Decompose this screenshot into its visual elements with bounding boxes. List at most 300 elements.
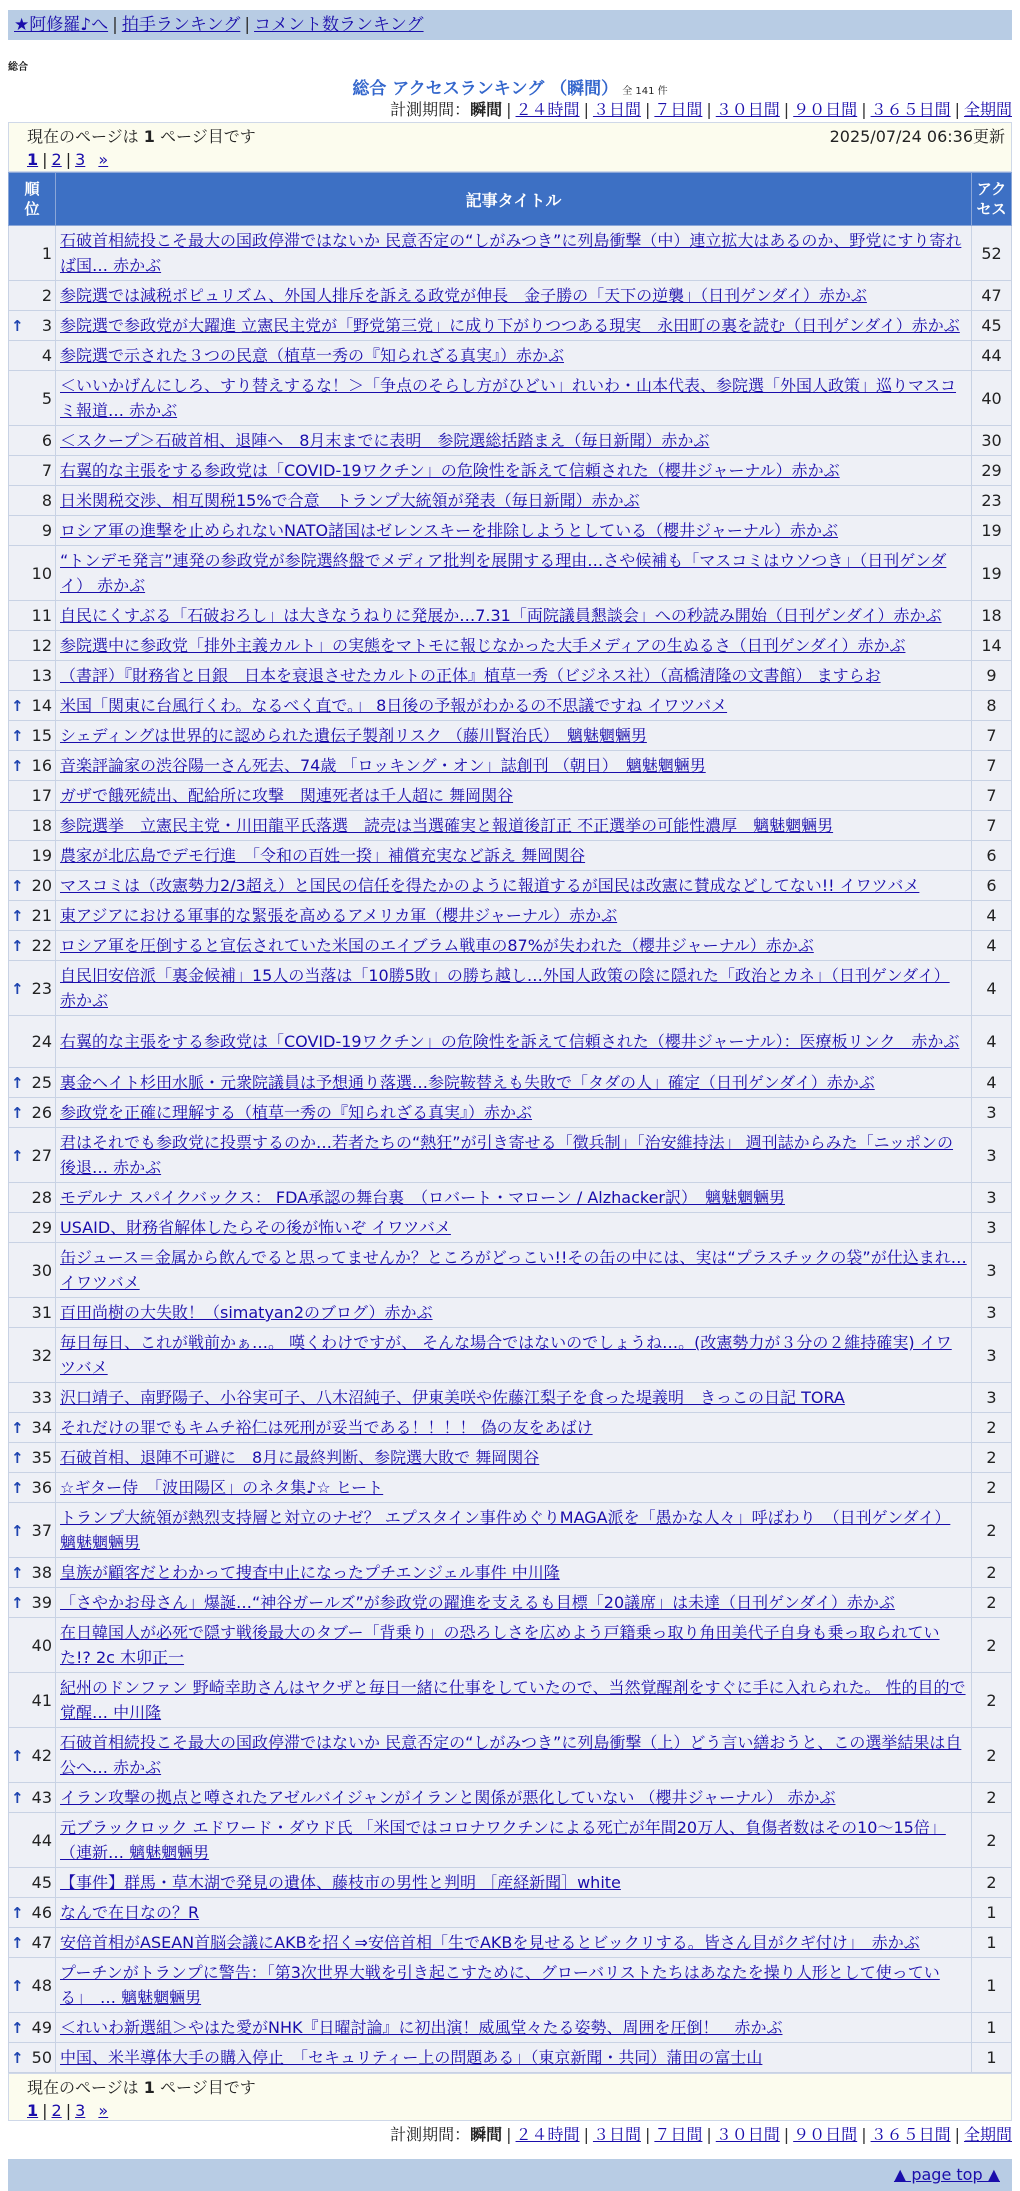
access-count: 4 [972,901,1012,931]
article-title-cell [56,601,972,631]
table-row [9,781,1012,811]
article-title-cell [56,2013,972,2043]
period-7d[interactable]: ７日間 [654,100,703,119]
item-count: 全 141 件 [622,86,668,97]
article-title-link[interactable]: 中国、米半導体大手の購入停止 「セキュリティー上の問題ある」（東京新聞・共同）蒲田の富士山 [60,2048,763,2067]
rank-change-cell [9,486,23,516]
article-title-cell [56,546,972,601]
access-count: 3 [972,1383,1012,1413]
home-link[interactable]: ★阿修羅♪へ [14,15,109,35]
page-link-2-bottom[interactable]: 2 [51,2101,62,2120]
rank-change-cell [9,1558,23,1588]
rank-number: 31 [23,1298,56,1328]
article-title-cell [56,751,972,781]
rank-change-cell [9,1016,23,1068]
rank-number: 43 [23,1783,56,1813]
article-title-cell [56,1783,972,1813]
period-label: 計測期間： [390,100,471,119]
table-row [9,871,1012,901]
article-title-link[interactable]: 音楽評論家の渋谷陽一さん死去、74歳 「ロッキング・オン」誌創刊 （朝日） 魑魅魍魎男 [60,756,706,775]
rank-change-cell [9,691,23,721]
period-all-bottom[interactable]: 全期間 [963,2125,1012,2144]
table-row [9,486,1012,516]
rank-change-cell [9,631,23,661]
rank-up-arrow-icon: ↑ [11,1521,24,1540]
rank-change-cell [9,1183,23,1213]
table-row [9,1383,1012,1413]
rank-change-cell [9,781,23,811]
rank-number: 12 [23,631,56,661]
rank-up-arrow-icon: ↑ [11,1789,24,1807]
period-30d[interactable]: ３０日間 [715,100,780,119]
rank-up-arrow-icon: ↑ [11,1479,24,1497]
article-title-cell [56,516,972,546]
table-row [9,721,1012,751]
article-title-cell [56,486,972,516]
article-title-cell [56,1588,972,1618]
rank-change-cell [9,1928,23,1958]
ranking-table [8,172,1012,2073]
access-count: 30 [972,426,1012,456]
access-count: 18 [972,601,1012,631]
article-title-link[interactable]: ロシア軍を圧倒すると宣伝されていた米国のエイブラム戦車の87%が失われた（櫻井ジャーナル）赤かぶ [60,936,814,955]
access-count: 6 [972,871,1012,901]
access-count: 3 [972,1243,1012,1298]
rank-up-arrow-icon: ↑ [11,1746,24,1765]
period-90d[interactable]: ９０日間 [793,100,858,119]
period-90d-bottom[interactable]: ９０日間 [793,2125,858,2144]
rank-up-arrow-icon: ↑ [11,1904,24,1922]
article-title-link[interactable]: ロシア軍の進撃を止められないNATO諸国はゼレンスキーを排除しようとしている（櫻井ジャーナル）赤かぶ [60,521,839,540]
article-title-link[interactable]: 百田尚樹の大失敗！（simatyan2のブログ）赤かぶ [60,1303,433,1322]
rank-number: 34 [23,1413,56,1443]
rank-change-cell [9,1868,23,1898]
access-count: 7 [972,811,1012,841]
rank-change-cell [9,931,23,961]
table-row [9,426,1012,456]
access-count: 1 [972,1958,1012,2013]
article-title-cell [56,721,972,751]
article-title-link[interactable]: 参院選挙 立憲民主党・川田龍平氏落選 読売は当選確実と報道後訂正 不正選挙の可能性濃厚 魑魅魍魎男 [60,816,834,835]
rank-number: 20 [23,871,56,901]
article-title-link[interactable]: マスコミは（改憲勢力2/3超え）と国民の信任を得たかのように報道するが国民は改憲に賛成などしてない!! イワツバメ [60,876,920,895]
rank-number: 1 [23,226,56,281]
access-count: 8 [972,691,1012,721]
article-title-cell [56,1328,972,1383]
table-row [9,751,1012,781]
rank-change-cell [9,1898,23,1928]
rank-number: 35 [23,1443,56,1473]
rank-change-cell [9,811,23,841]
table-row [9,1473,1012,1503]
article-title-link[interactable]: 右翼的な主張をする参政党は「COVID-19ワクチン」の危険性を訴えて信頼された（櫻井ジャーナル）赤かぶ [60,461,840,480]
article-title-cell [56,661,972,691]
article-title-cell [56,1928,972,1958]
article-title-link[interactable]: 元ブラックロック エドワード・ダウド氏 「米国ではコロナワクチンによる死亡が年間20万人、負傷者数はその10～15倍」（連新… 魑魅魍魎男 [60,1818,946,1862]
rank-number: 32 [23,1328,56,1383]
rank-change-cell [9,2043,23,2073]
rank-up-arrow-icon: ↑ [11,1419,24,1437]
header-title: 記事タイトル [56,173,972,226]
rank-number: 24 [23,1016,56,1068]
rank-up-arrow-icon: ↑ [11,1564,24,1582]
access-count: 52 [972,226,1012,281]
access-count: 40 [972,371,1012,426]
table-row [9,1443,1012,1473]
rank-up-arrow-icon: ↑ [11,877,24,895]
table-row [9,371,1012,426]
period-365d[interactable]: ３６５日間 [870,100,951,119]
rank-change-cell [9,371,23,426]
article-title-link[interactable]: シェディングは世界的に認められた遺伝子製剤リスク （藤川賢治氏） 魑魅魍魎男 [60,726,647,745]
rank-number: 40 [23,1618,56,1673]
article-title-link[interactable]: USAID、財務省解体したらその後が怖いぞ イワツバメ [60,1218,451,1237]
rank-change-cell [9,601,23,631]
table-row [9,1618,1012,1673]
rank-change-cell [9,1098,23,1128]
page-top-link[interactable]: ▲ page top ▲ [893,2165,1000,2184]
table-row [9,1328,1012,1383]
article-title-cell [56,1213,972,1243]
access-count: 19 [972,546,1012,601]
access-count: 1 [972,1928,1012,1958]
updated-timestamp: 2025/07/24 06:36更新 [829,127,1005,146]
rank-number: 26 [23,1098,56,1128]
article-title-cell [56,226,972,281]
access-count: 1 [972,2013,1012,2043]
table-row [9,311,1012,341]
rank-change-cell [9,751,23,781]
rank-up-arrow-icon: ↑ [11,907,24,925]
rank-change-cell [9,1413,23,1443]
access-count: 3 [972,1183,1012,1213]
article-title-link[interactable]: 石破首相続投こそ最大の国政停滞ではないか 民意否定の“しがみつき”に列島衝撃（上）どう言い繕おうと、この選挙結果は自公へ… 赤かぶ [60,1733,962,1777]
table-row [9,281,1012,311]
rank-change-cell [9,1958,23,2013]
article-title-link[interactable]: プーチンがトランプに警告：「第3次世界大戦を引き起こすために、グローバリストたちはあなたを操り人形として使っている」 … 魑魅魍魎男 [60,1963,940,2007]
article-title-cell [56,781,972,811]
table-row [9,1098,1012,1128]
article-title-link[interactable]: 沢口靖子、南野陽子、小谷実可子、八木沼純子、伊東美咲や佐藤江梨子を食った堤義明 きっこの日記 TORA [60,1388,845,1407]
category-label: 総合 [8,62,28,73]
period-3d-bottom[interactable]: ３日間 [592,2125,641,2144]
rank-number: 46 [23,1898,56,1928]
article-title-link[interactable]: 自民にくすぶる「石破おろし」は大きなうねりに発展か…7.31「両院議員懇談会」への秒読み開始（日刊ゲンダイ）赤かぶ [60,606,942,625]
access-count: 45 [972,311,1012,341]
rank-up-arrow-icon: ↑ [11,1594,24,1612]
rank-number: 6 [23,426,56,456]
rank-change-cell [9,1503,23,1558]
table-row [9,341,1012,371]
page-title-row [8,74,1012,98]
rank-number: 47 [23,1928,56,1958]
article-title-cell [56,1673,972,1728]
article-title-link[interactable]: 紀州のドンファン 野崎幸助さんはヤクザと毎日一緒に仕事をしていたので、当然覚醒剤をすぐに手に入れられた。 性的目的で覚醒… 中川隆 [60,1678,966,1722]
article-title-link[interactable]: 缶ジュース＝金属から飲んでると思ってませんか？ところがどっこい!!その缶の中には、実は“プラスチックの袋”が仕込まれ… イワツバメ [60,1248,967,1292]
page-link-1[interactable]: 1 [27,150,39,169]
article-title-cell [56,841,972,871]
article-title-cell [56,961,972,1016]
article-title-cell [56,871,972,901]
period-24h[interactable]: ２４時間 [515,100,580,119]
table-row [9,1128,1012,1183]
rank-change-cell [9,1298,23,1328]
article-title-link[interactable]: 安倍首相がASEAN首脳会議にAKBを招く⇒安倍首相「生でAKBを見せるとビックリする。皆さん目がクギ付け」 赤かぶ [60,1933,920,1952]
rank-change-cell [9,341,23,371]
rank-number: 3 [23,311,56,341]
article-title-link[interactable]: 東アジアにおける軍事的な緊張を高めるアメリカ軍（櫻井ジャーナル）赤かぶ [60,906,618,925]
rank-up-arrow-icon: ↑ [11,1074,24,1092]
article-title-cell [56,1298,972,1328]
article-title-link[interactable]: ＜いいかげんにしろ、すり替えするな！＞「争点のそらし方がひどい」れいわ・山本代表、参院選「外国人政策」巡りマスコミ報道… 赤かぶ [60,376,957,420]
rank-change-cell [9,1673,23,1728]
table-row [9,546,1012,601]
article-title-link[interactable]: トランプ大統領が熱烈支持層と対立のナゼ？ エプスタイン事件めぐりMAGA派を「愚かな人々」呼ばわり （日刊ゲンダイ） 魑魅魍魎男 [60,1508,951,1552]
access-count: 19 [972,516,1012,546]
article-title-link[interactable]: 参院選で参政党が大躍進 立憲民主党が「野党第三党」に成り下がりつつある現実 永田町の裏を読む（日刊ゲンダイ）赤かぶ [60,316,960,335]
rank-number: 14 [23,691,56,721]
rank-up-arrow-icon: ↑ [11,727,24,745]
rank-number: 25 [23,1068,56,1098]
table-row [9,2013,1012,2043]
rank-number: 13 [23,661,56,691]
page-next[interactable]: » [98,150,109,169]
page-link-2[interactable]: 2 [51,150,62,169]
rank-change-cell [9,661,23,691]
rank-change-cell [9,1213,23,1243]
rank-number: 10 [23,546,56,601]
article-title-cell [56,1068,972,1098]
access-count: 3 [972,1128,1012,1183]
rank-number: 27 [23,1128,56,1183]
rank-change-cell [9,961,23,1016]
rank-number: 42 [23,1728,56,1783]
rank-change-cell [9,1128,23,1183]
period-3d[interactable]: ３日間 [592,100,641,119]
article-title-link[interactable]: 米国「関東に台風行くわ。なるべく直で。」 8日後の予報がわかるの不思議ですね イワツバメ [60,696,728,715]
rank-change-cell [9,871,23,901]
access-count: 4 [972,931,1012,961]
footer-pagetop-bar [8,2159,1012,2191]
article-title-link[interactable]: 右翼的な主張をする参政党は「COVID-19ワクチン」の危険性を訴えて信頼された（櫻井ジャーナル）：医療板リンク 赤かぶ [60,1032,960,1051]
access-count: 9 [972,661,1012,691]
period-all[interactable]: 全期間 [963,100,1012,119]
rank-number: 36 [23,1473,56,1503]
rank-number: 38 [23,1558,56,1588]
table-row [9,1213,1012,1243]
rank-change-cell [9,516,23,546]
rank-number: 2 [23,281,56,311]
access-count: 3 [972,1213,1012,1243]
table-row [9,516,1012,546]
table-row [9,1728,1012,1783]
rank-change-cell [9,1813,23,1868]
article-title-link[interactable]: 石破首相続投こそ最大の国政停滞ではないか 民意否定の“しがみつき”に列島衝撃（中）連立拡大はあるのか、野党にすり寄れば国… 赤かぶ [60,231,962,275]
rank-number: 11 [23,601,56,631]
article-title-cell [56,1243,972,1298]
table-row [9,1558,1012,1588]
article-title-cell [56,811,972,841]
access-count: 2 [972,1443,1012,1473]
page-title: 総合 アクセスランキング （瞬間） [352,79,619,99]
article-title-link[interactable]: （書評）『財務省と日銀 日本を衰退させたカルトの正体』植草一秀（ビジネス社）（高橋清隆の文書館） ますらお [60,666,881,685]
table-row [9,1298,1012,1328]
rank-change-cell [9,901,23,931]
rank-number: 7 [23,456,56,486]
rank-up-arrow-icon: ↑ [11,757,24,775]
table-row [9,661,1012,691]
table-row [9,1928,1012,1958]
access-count: 2 [972,1813,1012,1868]
article-title-cell [56,931,972,961]
article-title-cell [56,2043,972,2073]
period-24h-bottom[interactable]: ２４時間 [515,2125,580,2144]
article-title-link[interactable]: ＜れいわ新選組＞やはた愛がNHK『日曜討論』に初出演！威風堂々たる姿勢、周囲を圧倒！ 赤かぶ [60,2018,783,2037]
top-nav: ★阿修羅♪へ | 拍手ランキング | コメント数ランキング [8,10,1012,40]
rank-number: 50 [23,2043,56,2073]
rank-up-arrow-icon: ↑ [11,2049,24,2067]
page-link-3[interactable]: 3 [75,150,86,169]
article-title-cell [56,371,972,426]
article-title-link[interactable]: 参院選では減税ポピュリズム、外国人排斥を訴える政党が伸長 金子勝の「天下の逆襲」（日刊ゲンダイ）赤かぶ [60,286,867,305]
rank-up-arrow-icon: ↑ [11,937,24,955]
table-row [9,456,1012,486]
article-title-cell [56,1183,972,1213]
current-page-text-bottom: 現在のページは 1 ページ目です [27,2078,256,2097]
rank-up-arrow-icon: ↑ [11,697,24,715]
article-title-cell [56,901,972,931]
period-30d-bottom[interactable]: ３０日間 [715,2125,780,2144]
article-title-link[interactable]: モデルナ スパイクバックス： FDA承認の舞台裏 （ロバート・マローン / Alzhacker訳） 魑魅魍魎男 [60,1188,786,1207]
rank-number: 41 [23,1673,56,1728]
rank-number: 23 [23,961,56,1016]
article-title-cell [56,311,972,341]
access-count: 2 [972,1868,1012,1898]
access-count: 1 [972,2043,1012,2073]
rank-change-cell [9,546,23,601]
article-title-link[interactable]: 自民旧安倍派「裏金候補」15人の当落は「10勝5敗」の勝ち越し…外国人政策の陰に隠れた「政治とカネ」（日刊ゲンダイ） 赤かぶ [60,966,950,1010]
rank-number: 48 [23,1958,56,2013]
access-count: 44 [972,341,1012,371]
rank-change-cell [9,1443,23,1473]
rank-number: 28 [23,1183,56,1213]
article-title-link[interactable]: それだけの罪でもキムチ裕仁は死刑が妥当である！！！！ 偽の友をあばけ [60,1418,593,1437]
article-title-link[interactable]: 日米関税交渉、相互関税15%で合意 トランプ大統領が発表（毎日新聞）赤かぶ [60,491,640,510]
article-title-link[interactable]: “トンデモ発言”連発の参政党が参院選終盤でメディア批判を展開する理由…さや候補も「マスコミはウソつき」（日刊ゲンダイ） 赤かぶ [60,551,947,595]
access-count: 7 [972,781,1012,811]
table-row [9,1503,1012,1558]
period-7d-bottom[interactable]: ７日間 [654,2125,703,2144]
rank-change-cell [9,841,23,871]
comment-ranking-link[interactable]: コメント数ランキング [254,15,424,35]
table-row [9,1413,1012,1443]
article-title-link[interactable]: 「さやかお母さん」爆誕…“神谷ガールズ”が参政党の躍進を支えるも目標「20議席」は未達（日刊ゲンダイ）赤かぶ [60,1593,895,1612]
article-title-cell [56,1473,972,1503]
page-link-3-bottom[interactable]: 3 [75,2101,86,2120]
article-title-link[interactable]: 参院選中に参政党「排外主義カルト」の実態をマトモに報じなかった大手メディアの生ぬるさ（日刊ゲンダイ）赤かぶ [60,636,906,655]
rank-change-cell [9,426,23,456]
table-row [9,1243,1012,1298]
ranking-body [9,226,1012,2073]
rank-up-arrow-icon: ↑ [11,1934,24,1952]
rank-number: 22 [23,931,56,961]
period-selector-bottom: 計測期間：瞬間 | ２４時間 | ３日間 | ７日間 | ３０日間 | ９０日間 | ３６５日間 | 全期間 [390,2125,1012,2144]
rank-number: 5 [23,371,56,426]
article-title-cell [56,631,972,661]
page-next-bottom[interactable]: » [98,2101,109,2120]
access-count: 2 [972,1413,1012,1443]
article-title-link[interactable]: ☆ギター侍 「波田陽区」のネタ集♪☆ ヒート [60,1478,384,1497]
access-count: 6 [972,841,1012,871]
article-title-link[interactable]: 参院選で示された３つの民意（植草一秀の『知られざる真実』）赤かぶ [60,346,565,365]
article-title-cell [56,1443,972,1473]
rank-number: 9 [23,516,56,546]
table-row [9,841,1012,871]
access-count: 2 [972,1503,1012,1558]
table-row [9,226,1012,281]
table-row [9,811,1012,841]
access-count: 14 [972,631,1012,661]
article-title-link[interactable]: 皇族が顧客だとわかって捜査中止になったプチエンジェル事件 中川隆 [60,1563,560,1582]
rank-number: 4 [23,341,56,371]
article-title-link[interactable]: 【事件】群馬・草木湖で発見の遺体、藤枝市の男性と判明 ［産経新聞］white [60,1873,621,1892]
article-title-link[interactable]: 君はそれでも参政党に投票するのか…若者たちの“熱狂”が引き寄せる「徴兵制」「治安維持法」 週刊誌からみた「ニッポンの後退… 赤かぶ [60,1133,954,1177]
article-title-cell [56,1503,972,1558]
rank-number: 33 [23,1383,56,1413]
rank-number: 29 [23,1213,56,1243]
article-title-link[interactable]: 石破首相、退陣不可避に 8月に最終判断、参院選大敗で 舞岡関谷 [60,1448,540,1467]
table-header [9,173,1012,226]
access-count: 3 [972,1098,1012,1128]
rank-change-cell [9,226,23,281]
rank-number: 17 [23,781,56,811]
article-title-cell [56,1728,972,1783]
rank-up-arrow-icon: ↑ [11,1104,24,1122]
pager-bottom: 現在のページは 1 ページ目です 1 | 2 | 3 » [8,2073,1012,2121]
access-count: 29 [972,456,1012,486]
rank-number: 15 [23,721,56,751]
article-title-link[interactable]: ＜スクープ＞石破首相、退陣へ 8月末までに表明 参院選総括踏まえ（毎日新聞）赤かぶ [60,431,710,450]
article-title-link[interactable]: 裏金ヘイト杉田水脈・元衆院議員は予想通り落選…参院鞍替えも失敗で「タダの人」確定（日刊ゲンダイ）赤かぶ [60,1073,875,1092]
article-title-link[interactable]: 参政党を正確に理解する（植草一秀の『知られざる真実』）赤かぶ [60,1103,533,1122]
article-title-link[interactable]: 在日韓国人が必死で隠す戦後最大のタブー「背乗り」の恐ろしさを広めよう戸籍乗っ取り角田美代子自身も乗っ取られていた!? 2c 木卯正一 [60,1623,940,1667]
article-title-link[interactable]: ガザで餓死続出、配給所に攻撃 関連死者は千人超に 舞岡関谷 [60,786,514,805]
table-row [9,1673,1012,1728]
rank-number: 19 [23,841,56,871]
rank-number: 45 [23,1868,56,1898]
rank-change-cell [9,1243,23,1298]
article-title-cell [56,1016,972,1068]
access-count: 4 [972,1016,1012,1068]
article-title-link[interactable]: なんで在日なの？R [60,1903,200,1922]
clap-ranking-link[interactable]: 拍手ランキング [121,15,241,35]
article-title-cell [56,1958,972,2013]
table-row [9,1813,1012,1868]
table-row [9,1588,1012,1618]
rank-number: 37 [23,1503,56,1558]
article-title-cell [56,1868,972,1898]
rank-up-arrow-icon: ↑ [11,2019,24,2037]
article-title-link[interactable]: 農家が北広島でデモ行進 「令和の百姓一揆」補償充実など訴え 舞岡関谷 [60,846,586,865]
table-row [9,1783,1012,1813]
table-row [9,601,1012,631]
article-title-link[interactable]: 毎日毎日、これが戦前かぁ…。 嘆くわけですが、 そんな場合ではないのでしょうね…。(改憲勢力が３分の２維持確実) イワツバメ [60,1333,952,1377]
article-title-link[interactable]: イラン攻撃の拠点と噂されたアゼルバイジャンがイランと関係が悪化していない （櫻井ジャーナル） 赤かぶ [60,1788,836,1807]
period-365d-bottom[interactable]: ３６５日間 [870,2125,951,2144]
page-link-1-bottom[interactable]: 1 [27,2101,39,2120]
table-row [9,901,1012,931]
access-count: 1 [972,1898,1012,1928]
